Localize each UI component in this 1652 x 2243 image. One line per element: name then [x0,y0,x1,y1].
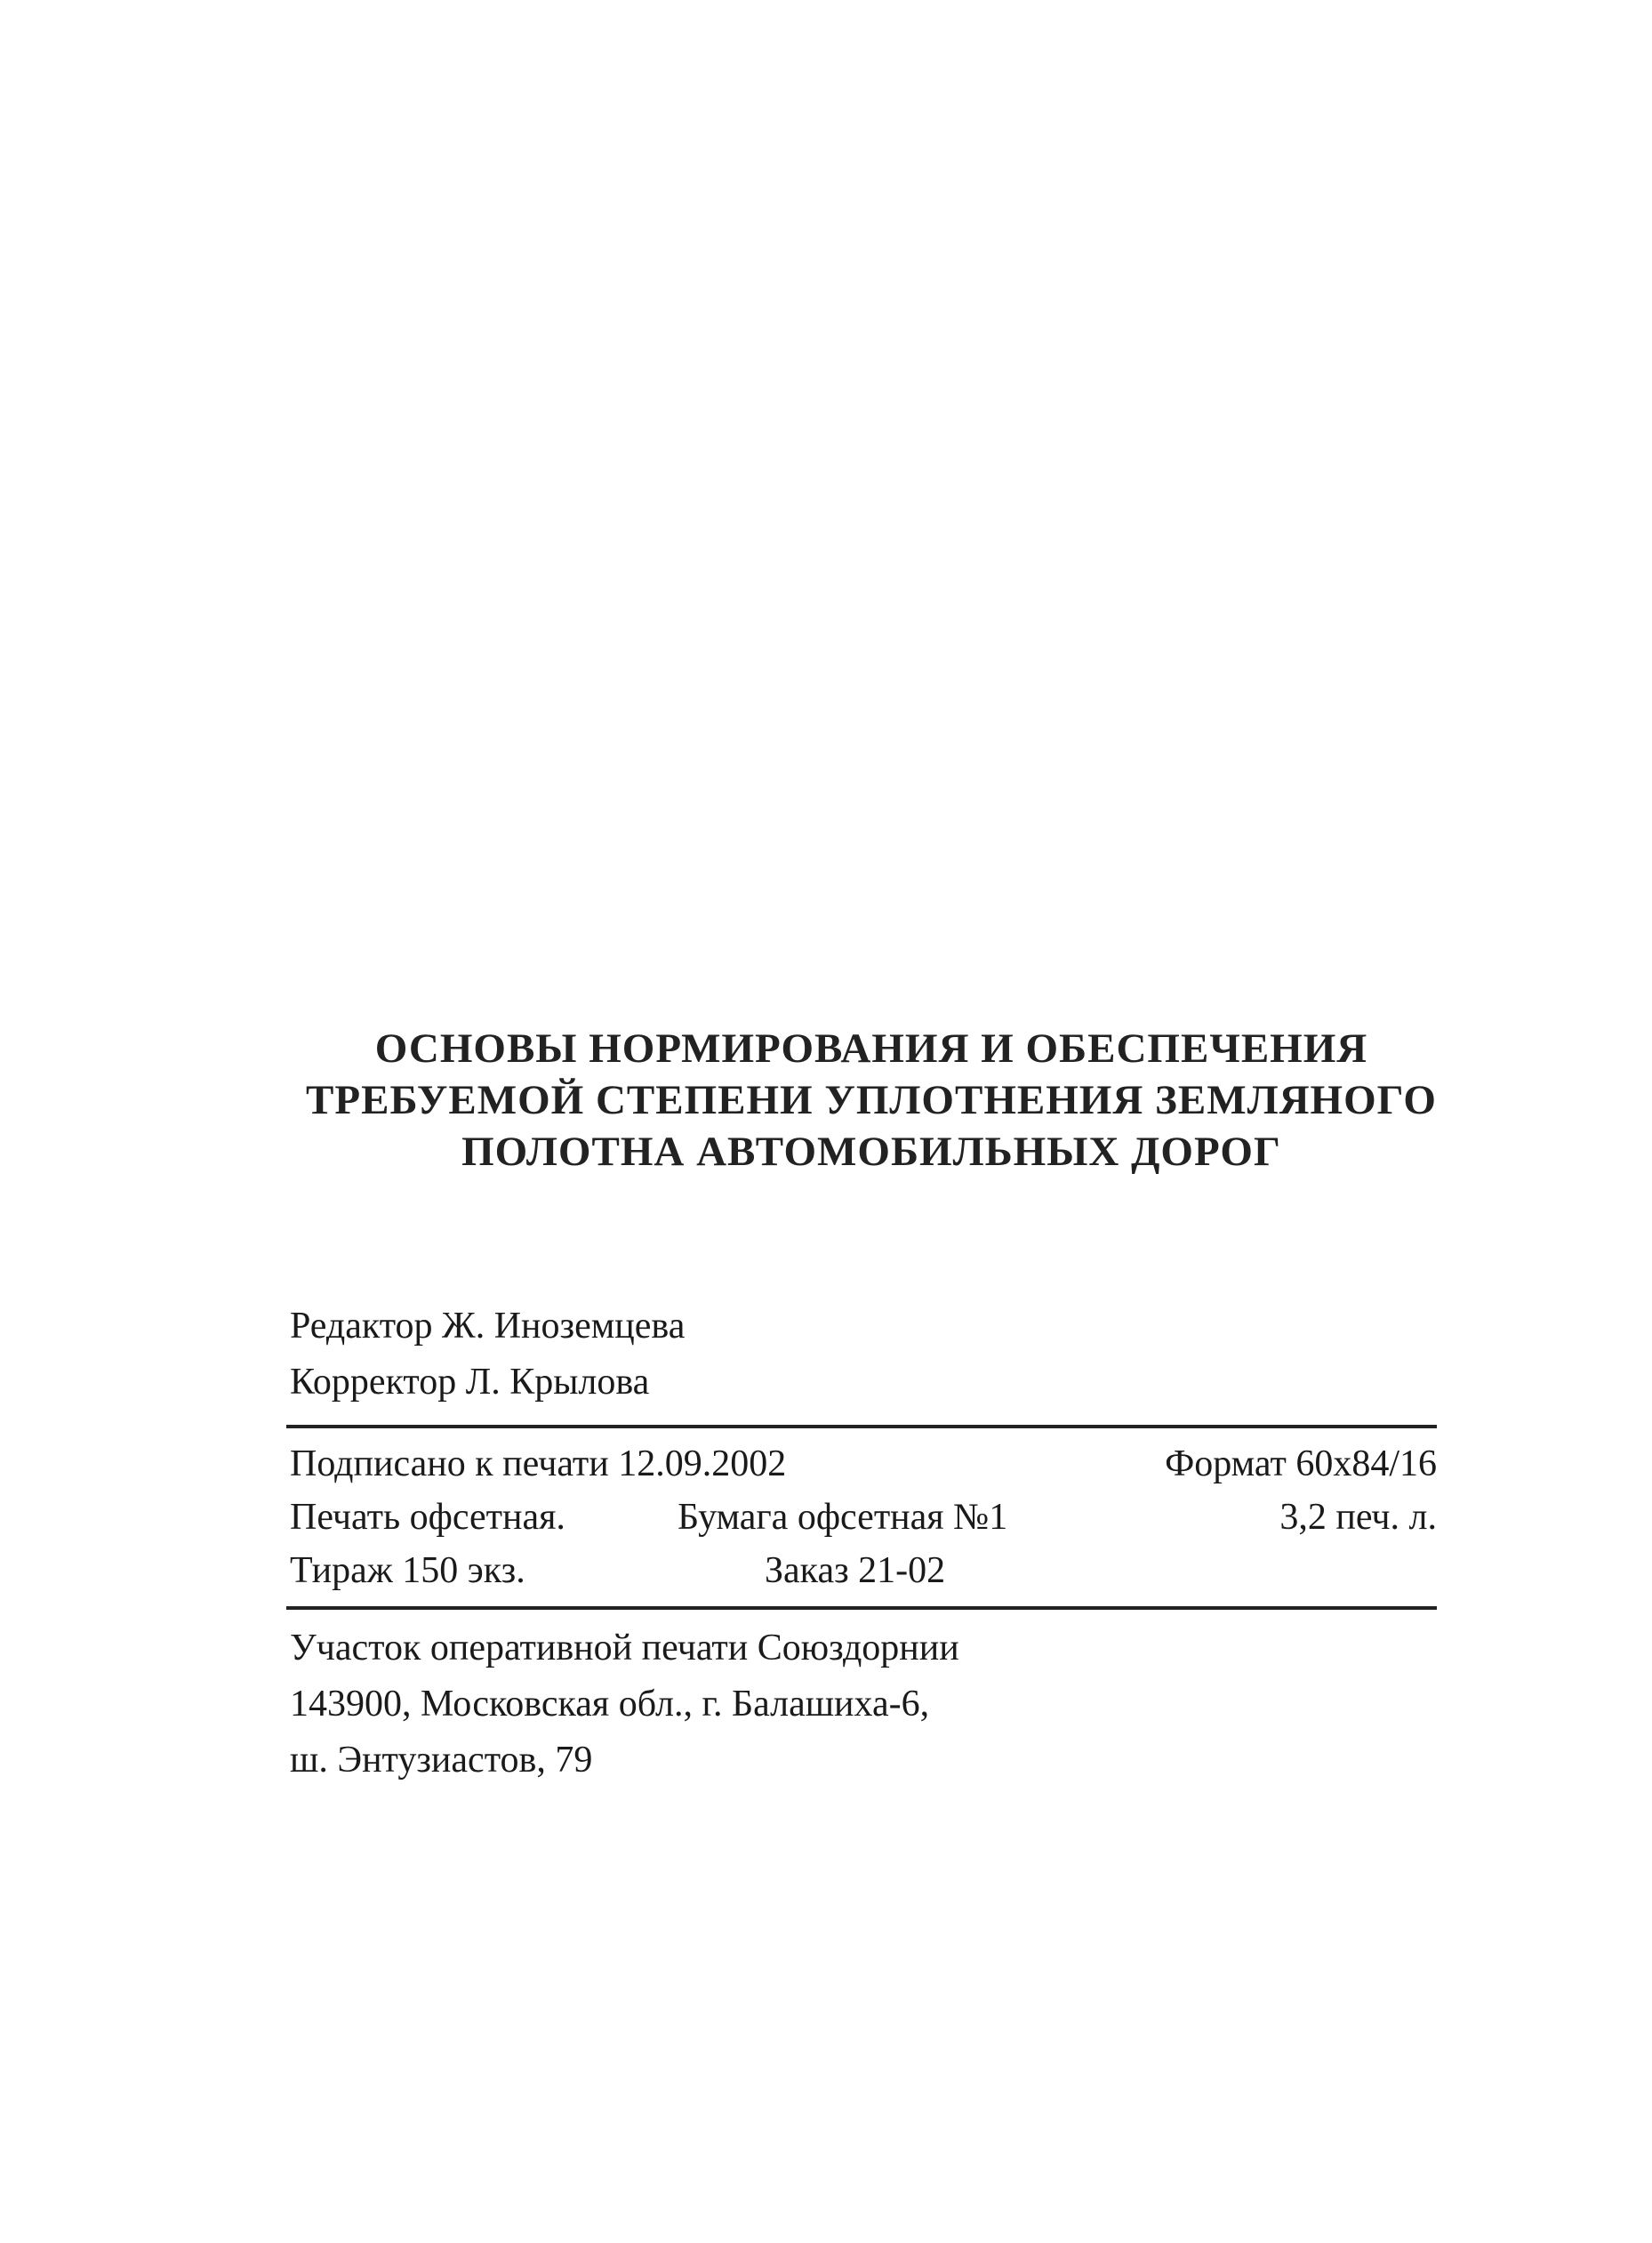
proofreader-credit: Корректор Л. Крылова [290,1362,650,1403]
order-number: Заказ 21-02 [765,1550,946,1591]
printer-name: Участок оперативной печати Союздорнии [290,1628,959,1668]
printer-address-block [290,1620,959,1789]
signed-for-print: Подписано к печати 12.09.2002 [290,1443,787,1484]
printing-type: Печать офсетная. [290,1497,565,1538]
document-title [302,1023,1440,1178]
divider-top [286,1425,1437,1428]
paper-format: Формат 60х84/16 [1165,1443,1437,1484]
title-line-3: ПОЛОТНА АВТОМОБИЛЬНЫХ ДОРОГ [461,1129,1281,1175]
credits-block [290,1298,685,1411]
print-run: Тираж 150 экз. [290,1550,525,1591]
imprint-row-signed [290,1437,1437,1491]
editor-credit: Редактор Ж. Иноземцева [290,1306,686,1347]
paper-type: Бумага офсетная №1 [678,1497,1008,1538]
imprint-block [290,1437,1437,1597]
printer-address-street: ш. Энтузиастов, 79 [290,1740,593,1781]
divider-bottom [286,1606,1437,1610]
imprint-row-printing [290,1491,1437,1544]
imprint-row-run [290,1544,1437,1597]
title-line-2: ТРЕБУЕМОЙ СТЕПЕНИ УПЛОТНЕНИЯ ЗЕМЛЯНОГО [306,1077,1437,1123]
printed-sheets: 3,2 печ. л. [1279,1497,1437,1538]
title-line-1: ОСНОВЫ НОРМИРОВАНИЯ И ОБЕСПЕЧЕНИЯ [374,1025,1368,1072]
printer-address-city: 143900, Московская обл., г. Балашиха-6, [290,1684,930,1724]
